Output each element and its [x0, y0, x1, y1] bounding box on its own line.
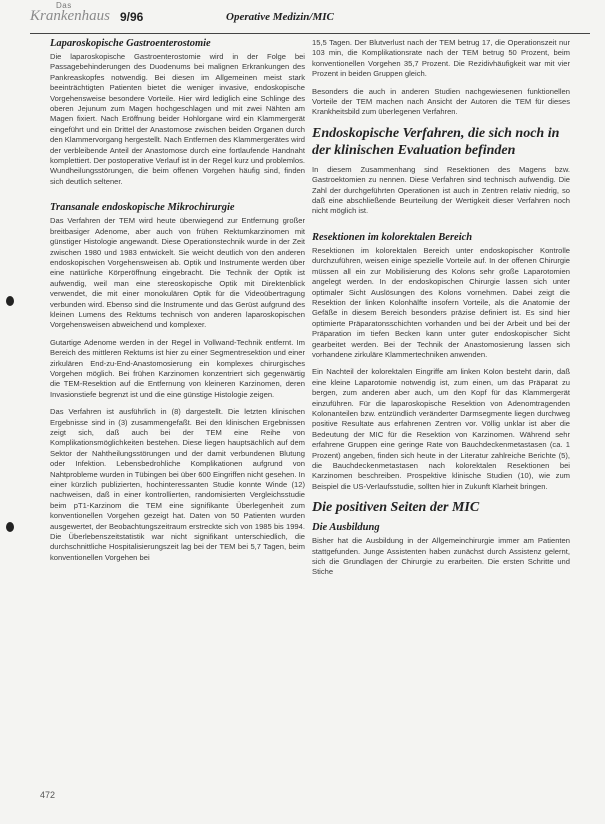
paragraph: Besonders die auch in anderen Studien nachgewiesenen funktionellen Vorteile der TEM machen nach Ansicht der Autoren die TEM für dieses Krankheitsbild zum überlegenen Verfahren.	[312, 86, 570, 117]
punch-hole-icon	[6, 522, 14, 532]
paragraph: Das Verfahren ist ausführlich in (8) dargestellt. Die letzten klinischen Ergebnisse sind in (3) zusammengefaßt. Bei den klinischen Ergebnissen zeigt sich, daß auch bei der TEM eine Reihe von Komplikationsmöglichkeiten bestehen. Diese liegen hauptsächlich auf dem Sektor der Nahtheilungsstörungen und der damit verbundenen Blutung oder Infektion. Lebensbedrohliche Komplikationen aufgrund von Nahtprobleme wurden in Tübingen bei über 600 Eingriffen nicht gesehen. In einer kürzlich publizierten, hochinteressanten Studie konnte Winde (12) nachweisen, daß in einer kontrollierten, randomisierten Vergleichsstudie beim pT1-Karzinom die TEM eine signifikante Überlegenheit zum konventionellen Vorgehen gezeigt hat. Daten von 50 Patienten wurden ausgewertet, der Beobachtungszeitraum erstreckte sich von 1985 bis 1994. Die Überlebenszeitstatistik war nicht signifikant unterschiedlich, die durchschnittliche Hospitalisierungszeit lag bei der TEM bei 5,7 Tagen, beim konventionellen Vorgehen bei	[50, 407, 305, 562]
issue-number: 9/96	[120, 10, 144, 24]
page-header	[30, 3, 590, 34]
paragraph: In diesem Zusammenhang sind Resektionen des Magens bzw. Gastroektomien zu nennen. Diese Verfahren sind technisch aufwendig. Die Zahl der durchgeführten Operationen ist auch in Zentren relativ niedrig, so daß eine abschließende Beurteilung der Wertigkeit dieser Verfahren noch nicht möglich ist.	[312, 164, 570, 216]
heading-tem: Transanale endoskopische Mikrochirurgie	[50, 202, 235, 214]
paragraph: Bisher hat die Ausbildung in der Allgemeinchirurgie immer am Patienten stattgefunden. Junge Assistenten haben zunächst durch Assistenz gelernt, sich die Grundlagen der Chirurgie zu erarbeiten. Die ersten Schritte und Stiche	[312, 536, 570, 577]
left-column	[50, 38, 305, 570]
paragraph: 15,5 Tagen. Der Blutverlust nach der TEM betrug 17, die Operationszeit nur 103 min, die Komplikationsrate nach der TEM betrug 50 Prozent, beim konventionellen Vorgehen 35,7 Prozent. Die Rezidivhäufigkeit war mit vier Prozent in beiden Gruppen gleich.	[312, 38, 570, 79]
heading-positive-sides: Die positiven Seiten der MIC	[312, 500, 480, 516]
paragraph: Das Verfahren der TEM wird heute überwiegend zur Entfernung großer breitbasiger Adenome, aber auch von frühen Rektumkarzinomen mit günstiger Histologie angewandt. Diese Operationstechnik wurde in der Zeit zwischen 1980 und 1983 entwickelt. Sie weicht deutlich von den anderen endoskopischen Vorgehensweisen ab. Optik und Instrumente werden über eine natürliche Körperöffnung eingebracht. Die Technik der Optik ist aufwendig, weil man eine stereoskopische Optik mit Direktenblick verwendet, die mit einer monokulären Optik für die Videoübertragung verbunden wird. Ebenso sind die Instrumente und das Gerüst aufgrund des kleinen Lumens des Rektums technisch von anderen laparoskopischen Vorgehensweisen abweichend und komplexer.	[50, 216, 305, 330]
punch-hole-icon	[6, 296, 14, 306]
journal-brand: Krankenhaus	[30, 8, 110, 24]
paragraph: Gutartige Adenome werden in der Regel in Vollwand-Technik entfernt. Im Bereich des mittleren Rektums ist hier zu einer Segmentresektion und einer zirkulären End-zu-End-Anastomosierung ein komplexes chirurgisches Vorgehen möglich. Bei frühen Karzinomen konzentriert sich gegenwärtig die TEM-Resektion auf die Entfernung von kleineren Karzinomen, deren Invasionstiefe begrenzt ist und die eine günstige Histologie zeigen.	[50, 337, 305, 399]
heading-gastroenterostomie: Laparoskopische Gastroenterostomie	[50, 38, 211, 49]
right-column	[312, 38, 570, 585]
heading-training: Die Ausbildung	[312, 522, 380, 534]
paragraph: Die laparoskopische Gastroenterostomie wird in der Folge bei Passagebehinderungen des Duodenums bei malignen Erkrankungen des Pankreaskopfes notwendig. Bei diesen im Allgemeinen meist stark beeinträchtigten Patienten bietet die weniger invasive, endoskopische Vorgehensweise besondere Vorteile. Hier wird lediglich eine Schlinge des oberen Jejunum zum Magen hochgeschlagen und mit zwei Nähten am Magen fixiert. Nach Eröffnung beider Hohlorgane wird ein Klammergerät eingeführt und ein Drittel der Anastomose zwischen beiden Organen durch den Klammervorgang hergestellt. Nach Entfernen des Klammergerätes wird der verbleibende Anteil der Anastomose durch eine fortlaufende Handnaht komplettiert. Der postoperative Verlauf ist in der Regel kurz und problemlos. Wundheilungsstörungen, die beim offenen Vorgehen häufig sind, finden sich deutlich seltener.	[50, 52, 305, 186]
heading-colorectal: Resektionen im kolorektalen Bereich	[312, 231, 473, 243]
page-number: 472	[40, 790, 56, 800]
paragraph: Ein Nachteil der kolorektalen Eingriffe am linken Kolon besteht darin, daß eine kleine Laparotomie notwendig ist, zum einen, um das Präparat zu bergen, zum anderen aber auch, um den Kopf für das Klammergerät einzuführen. Für die laparoskopische Resektion von Adenomtragenden Kolonanteilen bzw. entzündlich veränderter Darmsegmente liegen durchweg positive Resultate aus erfahrenen Zentren vor. Völlig unklar ist aber die Bedeutung der MIC für die Resektion von Karzinomen. Während sehr erfahrene Gruppen eine geringe Rate von Bauchdeckenmetastasen (ca. 1 Prozent) angeben, finden sich heute in der Literatur zahlreiche Berichte (5), die Bauchdeckenmetastasen nach kolorektalen Resektionen bei Karzinomen beschreiben. Prospektive klinische Studien (10), wie zum Beispiel die US-Verlaufsstudie, sollten hier in Zukunft Klarheit bringen.	[312, 367, 570, 491]
brand-prefix: Das	[56, 1, 72, 10]
heading-clinical-evaluation: Endoskopische Verfahren, die sich noch in der klinischen Evaluation befinden	[312, 125, 560, 158]
section-title: Operative Medizin/MIC	[226, 11, 334, 23]
paragraph: Resektionen im kolorektalen Bereich unter endoskopischer Kontrolle durchzuführen, weisen einige spezielle Vorteile auf. In der offenen Chirurgie müssen all ein zur Mobilisierung des Kolons sehr große Laparotomien angelegt werden. In der endoskopischen Chirurgie lassen sich unter optimaler Sicht Auslösungen des Kolons vornehmen. Dabei zeigt die Resektion der linken Kolonhälfte insofern Vorteile, als die Anatomie der Gefäße in diesem Bereich besonders präzise definiert ist. Es sind hier optimierte Präparatonsschichten vorhanden und bei der Arbeit und bei der Präparation im tiefen Becken kann unter guter endoskopischer Sicht gearbeitet werden. Bei der Technik der Anastomosierung lassen sich vorhandene zirkuläre Klammertechniken anwenden.	[312, 245, 570, 359]
